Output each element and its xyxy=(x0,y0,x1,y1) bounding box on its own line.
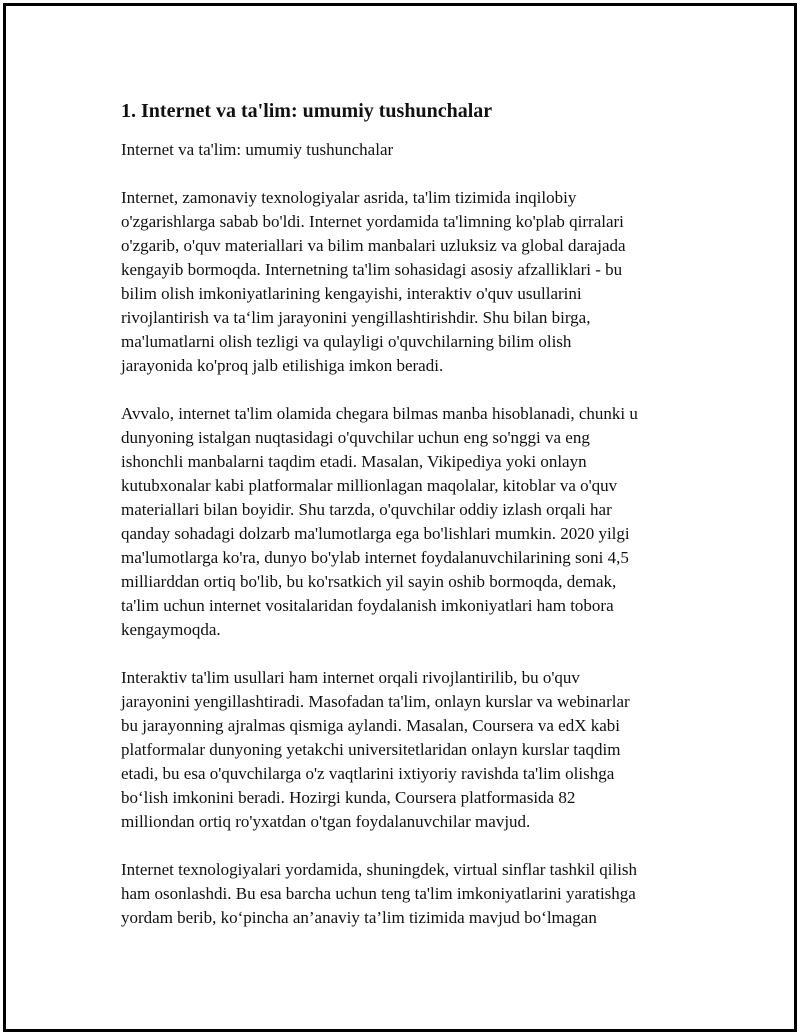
document-body xyxy=(121,98,701,954)
text-line: kengaymoqda. xyxy=(121,620,221,639)
text-line: qanday sohadagi dolzarb ma'lumotlarga ega bo'lishlari mumkin. 2020 yilgi xyxy=(121,524,630,543)
paragraph-4 xyxy=(121,858,701,930)
paragraph-3 xyxy=(121,666,701,834)
page-frame xyxy=(3,3,797,1032)
text-line: bilim olish imkoniyatlarining kengayishi, interaktiv o'quv usullarini xyxy=(121,284,582,303)
text-line: o'zgarib, o'quv materiallari va bilim manbalari uzluksiz va global darajada xyxy=(121,236,626,255)
text-line: Internet, zamonaviy texnologiyalar asrida, ta'lim tizimida inqilobiy xyxy=(121,188,577,207)
text-line: kengayib bormoqda. Internetning ta'lim sohasidagi asosiy afzalliklari - bu xyxy=(121,260,623,279)
text-line: jarayonini yengillashtiradi. Masofadan ta'lim, onlayn kurslar va webinarlar xyxy=(121,692,630,711)
paragraph-2 xyxy=(121,402,701,642)
text-line: milliondan ortiq ro'yxatdan o'tgan foydalanuvchilar mavjud. xyxy=(121,812,531,831)
text-line: milliarddan ortiq bo'lib, bu ko'rsatkich yil sayin oshib bormoqda, demak, xyxy=(121,572,617,591)
text-line: jarayonida ko'proq jalb etilishiga imkon beradi. xyxy=(121,356,444,375)
text-line: etadi, bu esa o'quvchilarga o'z vaqtlarini ixtiyoriy ravishda ta'lim olishga xyxy=(121,764,615,783)
text-line: ma'lumotlarga ko'ra, dunyo bo'ylab internet foydalanuvchilarining soni 4,5 xyxy=(121,548,629,567)
text-line: bu jarayonning ajralmas qismiga aylandi. Masalan, Coursera va edX kabi xyxy=(121,716,620,735)
text-line: Avvalo, internet ta'lim olamida chegara bilmas manba hisoblanadi, chunki u xyxy=(121,404,638,423)
paragraph-1 xyxy=(121,186,701,378)
text-line: ma'lumatlarni olish tezligi va qulayligi o'quvchilarning bilim olish xyxy=(121,332,572,351)
text-line: platformalar dunyoning yetakchi universitetlaridan onlayn kurslar taqdim xyxy=(121,740,621,759)
section-subtitle: Internet va ta'lim: umumiy tushunchalar xyxy=(121,140,394,159)
text-line: yordam berib, ko‘pincha an’anaviy ta’lim tizimida mavjud bo‘lmagan xyxy=(121,908,597,927)
text-line: dunyoning istalgan nuqtasidagi o'quvchilar uchun eng so'nggi va eng xyxy=(121,428,590,447)
text-line: ishonchli manbalarni taqdim etadi. Masalan, Vikipediya yoki onlayn xyxy=(121,452,587,471)
text-line: rivojlantirish va ta‘lim jarayonini yengillashtirishdir. Shu bilan birga, xyxy=(121,308,591,327)
text-line: kutubxonalar kabi platformalar millionlagan maqolalar, kitoblar va o'quv xyxy=(121,476,618,495)
text-line: ta'lim uchun internet vositalaridan foydalanish imkoniyatlari ham tobora xyxy=(121,596,614,615)
text-line: materiallari bilan boyidir. Shu tarzda, o'quvchilar oddiy izlash orqali har xyxy=(121,500,612,519)
text-line: o'zgarishlarga sabab bo'ldi. Internet yordamida ta'limning ko'plab qirralari xyxy=(121,212,624,231)
text-line: Interaktiv ta'lim usullari ham internet orqali rivojlantirilib, bu o'quv xyxy=(121,668,580,687)
text-line: bo‘lish imkonini beradi. Hozirgi kunda, Coursera platformasida 82 xyxy=(121,788,576,807)
text-line: ham osonlashdi. Bu esa barcha uchun teng ta'lim imkoniyatlarini yaratishga xyxy=(121,884,636,903)
section-heading: 1. Internet va ta'lim: umumiy tushunchalar xyxy=(121,100,493,122)
text-line: Internet texnologiyalari yordamida, shuningdek, virtual sinflar tashkil qilish xyxy=(121,860,638,879)
